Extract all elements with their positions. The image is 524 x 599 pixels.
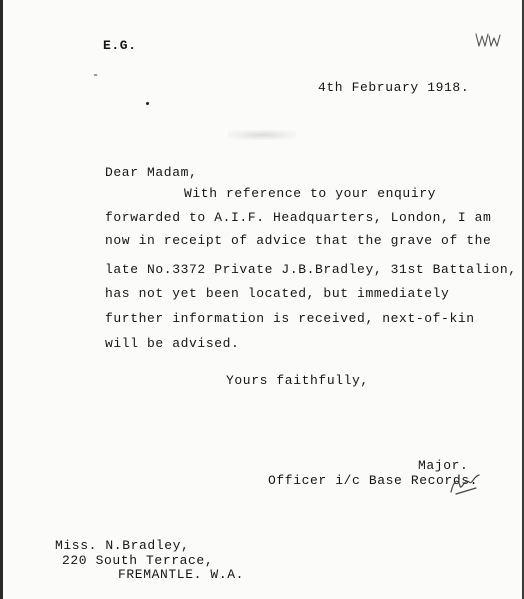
faded-stamp-smudge [228, 130, 296, 140]
handwritten-signature-mark [448, 472, 482, 498]
recipient-city: FREMANTLE. W.A. [118, 567, 245, 582]
body-line: late No.3372 Private J.B.Bradley, 31st Battalion, [105, 262, 517, 277]
signatory-office: Officer i/c Base Records. [268, 473, 479, 488]
body-line: further information is received, next-of-kin [105, 311, 475, 326]
body-line: now in receipt of advice that the grave of the [105, 233, 492, 248]
signatory-rank: Major. [418, 458, 469, 473]
margin-dash-mark: - [92, 68, 100, 82]
top-right-initials-mark [474, 30, 504, 50]
closing: Yours faithfully, [226, 373, 369, 388]
body-line: has not yet been located, but immediately [105, 286, 450, 301]
body-line: will be advised. [105, 336, 240, 351]
salutation: Dear Madam, [105, 165, 198, 180]
body-line: forwarded to A.I.F. Headquarters, London, I am [105, 210, 492, 225]
scan-edge-left [0, 0, 3, 599]
recipient-name: Miss. N.Bradley, [55, 538, 190, 553]
recipient-street: 220 South Terrace, [62, 553, 214, 568]
reference-code: E.G. [103, 38, 137, 53]
body-line: With reference to your enquiry [184, 186, 437, 201]
margin-dot-mark [146, 102, 149, 105]
letter-date: 4th February 1918. [318, 80, 470, 95]
